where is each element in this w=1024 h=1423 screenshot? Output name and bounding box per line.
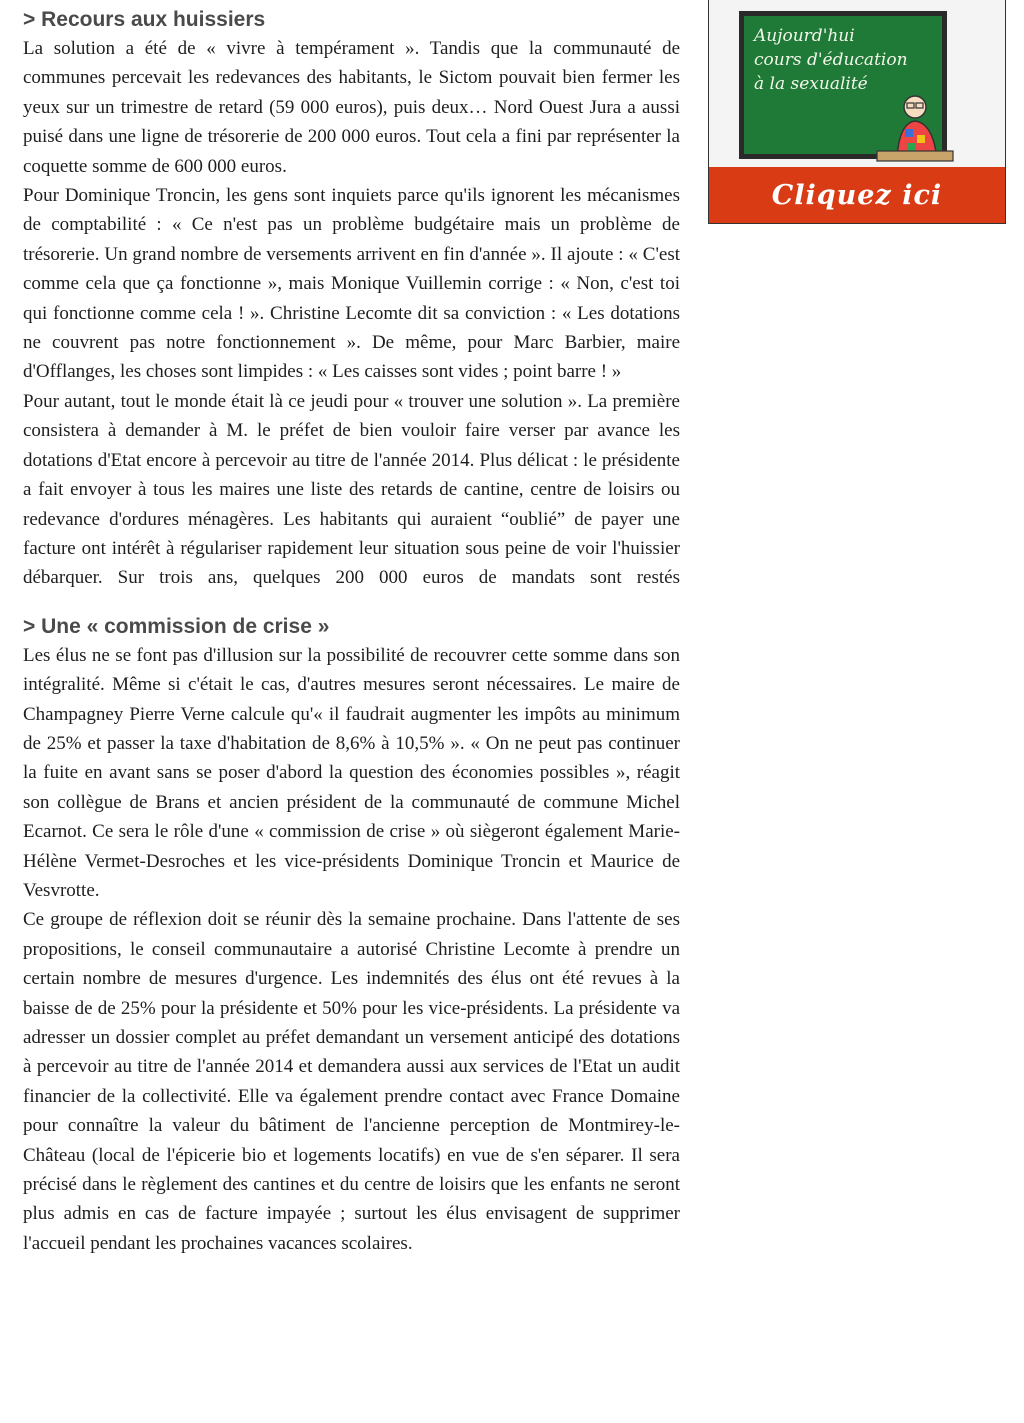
section-heading-commission: > Une « commission de crise »	[23, 614, 330, 638]
paragraph: Ce groupe de réflexion doit se réunir dès la semaine prochaine. Dans l'attente de ses propositions, le conseil communautaire a autorisé Christine Lecomte à prendre un certain nombre de mesures d'urgence. Les indemnités des élus ont été revues à la baisse de de 25% pour la présidente et 50% pour les vice-présidents. La présidente va adresser un dossier complet au préfet demandant un versement anticipé des dotations à percevoir au titre de l'année 2014 et demandera aussi aux services de l'Etat un audit financier de la collectivité. Elle va également prendre contact avec France Domaine pour connaître la valeur du bâtiment de l'ancienne perception de Montmirey-le-Château (local de l'épicerie bio et logements locatifs) en vue de s'en séparer. Il sera précisé dans le règlement des cantines et du centre de loisirs que les enfants ne seront plus admis en cas de facture impayée ; surtout les élus envisagent de supprimer l'accueil pendant les prochaines vacances scolaires.	[23, 909, 680, 1254]
paragraph: Pour Dominique Troncin, les gens sont inquiets parce qu'ils ignorent les mécanismes de comptabilité : « Ce n'est pas un problème budgétaire mais un problème de trésorerie. Un grand nombre de versements arrivent en fin d'année ». Il ajoute : « C'est comme cela que ça fonctionne », mais Monique Vuillemin corrige : « Non, c'est toi qui fonctionne comme cela ! ». Christine Lecomte dit sa conviction : « Les dotations ne couvrent pas notre fonctionnement ». De même, pour Marc Barbier, maire d'Offlanges, les choses sont limpides : « Les caisses sont vides ; point barre ! »	[23, 185, 680, 383]
chalk-line: à la sexualité	[754, 74, 868, 94]
article-body	[23, 6, 680, 1258]
advertisement-banner[interactable]	[708, 0, 1006, 224]
chalkboard-text	[754, 24, 940, 96]
paragraph: La solution a été de « vivre à tempérament ». Tandis que la communauté de communes percevait les redevances des habitants, le Sictom pouvait bien fermer les yeux sur un trimestre de retard (59 000 euros), puis deux… Nord Ouest Jura a aussi puisé dans une ligne de trésorerie de 200 000 euros. Tout cela a fini par représenter la coquette somme de 600 000 euros.	[23, 38, 680, 177]
teacher-cartoon-icon	[867, 89, 957, 167]
ad-illustration	[709, 0, 1005, 167]
paragraph: Pour autant, tout le monde était là ce jeudi pour « trouver une solution ». La première consistera à demander à M. le préfet de bien vouloir faire verser par avance les dotations d'Etat encore à percevoir au titre de l'année 2014. Plus délicat : le présidente a fait envoyer à tous les maires une liste des retards de cantine, centre de loisirs ou redevance d'ordures ménagères. Les habitants qui auraient “oublié” de payer une facture ont intérêt à régulariser rapidement leur situation sous peine de voir l'huissier débarquer. Sur trois ans, quelques 200 000 euros de mandats sont restés	[23, 390, 680, 589]
cliquez-ici-link[interactable]: Cliquez ici	[771, 179, 943, 211]
paragraph: Les élus ne se font pas d'illusion sur la possibilité de recouvrer cette somme dans son intégralité. Même si c'était le cas, d'autres mesures seront nécessaires. Le maire de Champagney Pierre Verne calcule qu'« il faudrait augmenter les impôts au minimum de 25% et passer la taxe d'habitation de 8,6% à 10,5% ». « On ne peut pas continuer la fuite en avant sans se poser d'abord la question des économies possibles », réagit son collègue de Brans et ancien président de la communauté de commune Michel Ecarnot. Ce sera le rôle d'une « commission de crise » où siègeront également Marie-Hélène Vermet-Desroches et les vice-présidents Dominique Troncin et Maurice de Vesvrotte.	[23, 644, 680, 901]
section-heading-huissiers: > Recours aux huissiers	[23, 8, 266, 31]
chalk-line: Aujourd'hui	[754, 26, 855, 46]
ad-cta-bar[interactable]	[709, 167, 1005, 223]
chalk-line: cours d'éducation	[754, 50, 908, 70]
